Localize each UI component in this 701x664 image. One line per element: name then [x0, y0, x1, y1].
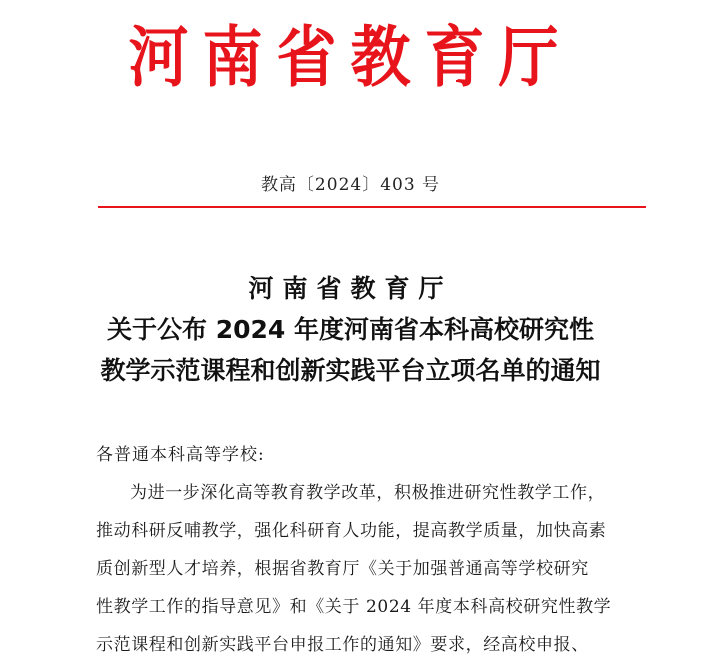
paragraph-line: 推动科研反哺教学，强化科研育人功能，提高教学质量，加快高素 — [96, 521, 607, 541]
document-title — [0, 268, 701, 391]
paragraph-line: 为进一步深化高等教育教学改革，积极推进研究性教学工作， — [130, 483, 606, 503]
paragraph-line: 性教学工作的指导意见》和《关于 2024 年度本科高校研究性教学 — [96, 597, 612, 617]
document-number: 教高〔2024〕403 号 — [260, 175, 441, 195]
paragraph-line: 质创新型人才培养，根据省教育厅《关于加强普通高等学校研究 — [96, 559, 589, 579]
title-issuer: 河南省教育厅 — [248, 274, 453, 303]
document-body — [96, 436, 656, 664]
title-line-2: 关于公布 2024 年度河南省本科高校研究性 — [107, 315, 594, 344]
title-line-3: 教学示范课程和创新实践平台立项名单的通知 — [100, 356, 601, 385]
red-divider-rule — [98, 206, 646, 208]
paragraph-line: 示范课程和创新实践平台申报工作的通知》要求，经高校申报、 — [96, 635, 589, 655]
masthead-org-name: 河南省教育厅 — [128, 19, 573, 97]
salutation: 各普通本科高等学校: — [96, 445, 265, 465]
